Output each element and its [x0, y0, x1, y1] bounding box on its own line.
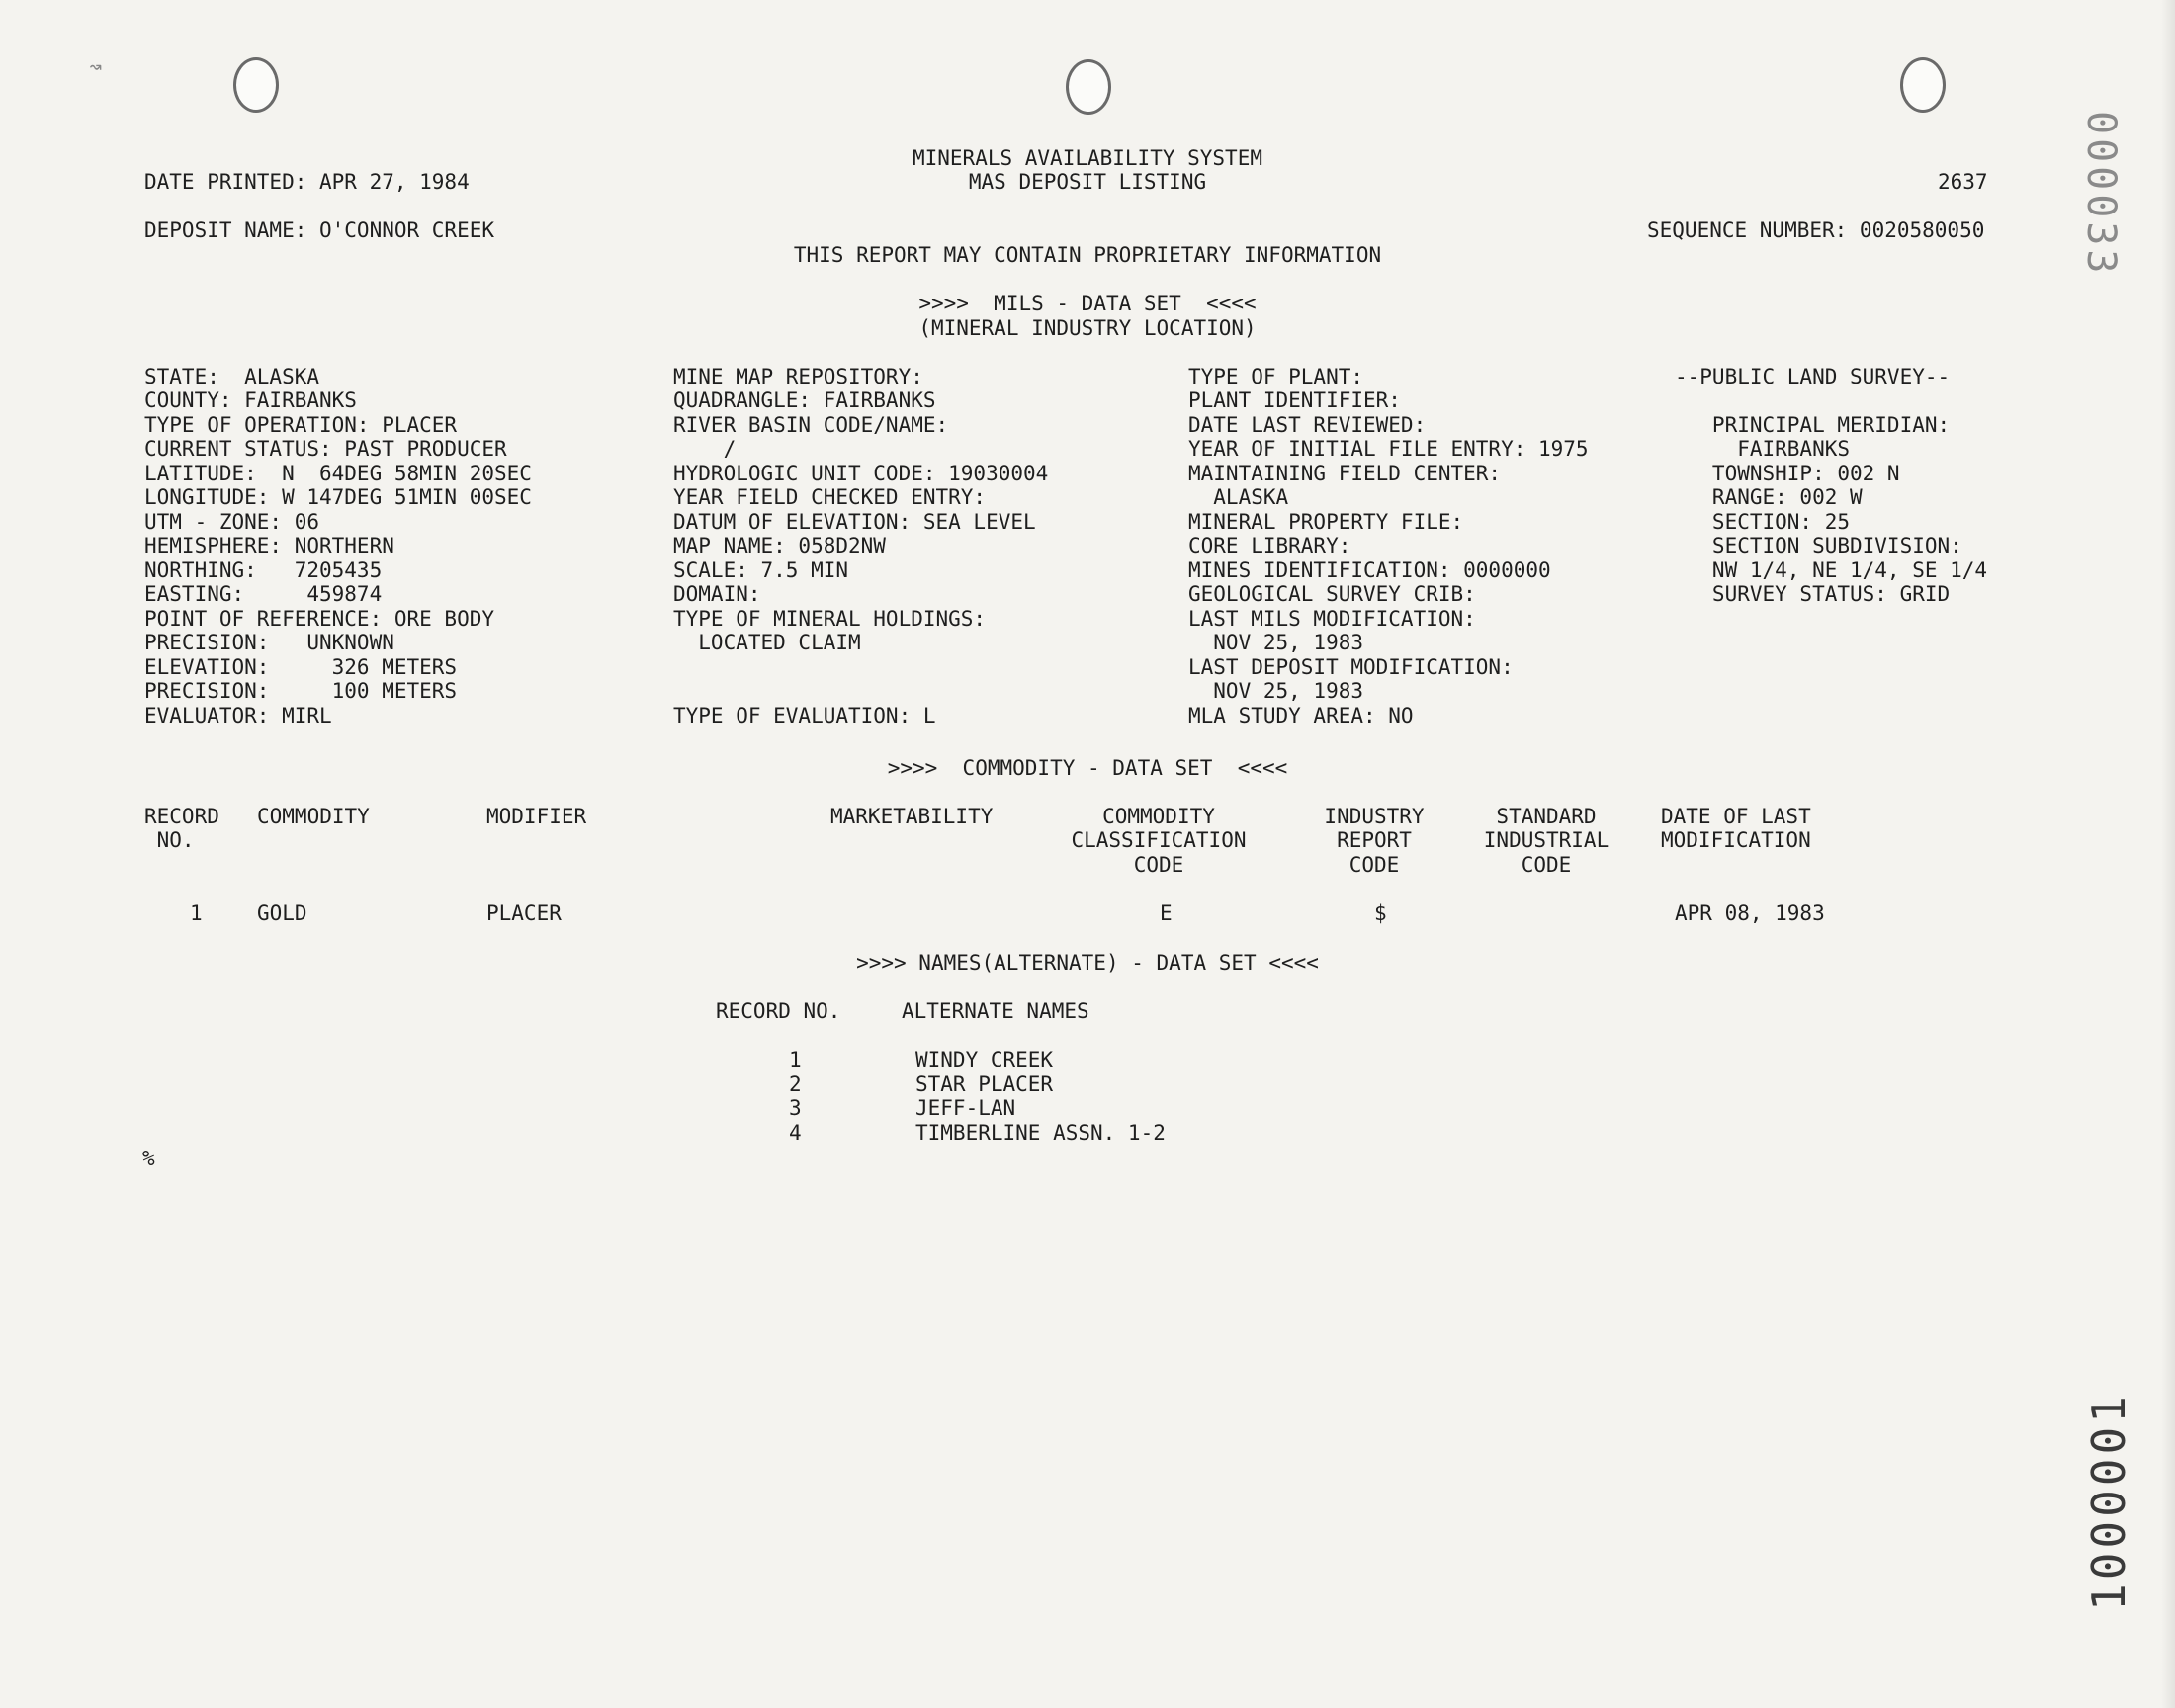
row-industry-code: $	[1374, 901, 1387, 925]
alternate-name: WINDY CREEK	[915, 1048, 1054, 1071]
range-field: RANGE: 002 W	[1675, 485, 1863, 509]
township-field: TOWNSHIP: 002 N	[1675, 462, 1900, 485]
name-record-no: 3	[789, 1096, 802, 1120]
hemisphere-field: HEMISPHERE: NORTHERN	[144, 534, 394, 557]
stamp-number-top: 000033	[2078, 111, 2124, 278]
survey-status-field: SURVEY STATUS: GRID	[1675, 582, 1951, 606]
row-commodity: GOLD	[257, 901, 307, 925]
mine-map-repository-field: MINE MAP REPOSITORY:	[673, 365, 923, 388]
principal-meridian-value: FAIRBANKS	[1675, 437, 1851, 461]
longitude-field: LONGITUDE: W 147DEG 51MIN 00SEC	[144, 485, 532, 509]
punch-hole-right	[1900, 57, 1946, 113]
datum-of-elevation-field: DATUM OF ELEVATION: SEA LEVEL	[673, 510, 1036, 534]
initial-file-entry-field: YEAR OF INITIAL FILE ENTRY: 1975	[1188, 437, 1589, 461]
date-printed: DATE PRINTED: APR 27, 1984	[144, 170, 470, 194]
row-modifier: PLACER	[486, 901, 562, 925]
row-classification-code: E	[1160, 901, 1173, 925]
year-field-checked-field: YEAR FIELD CHECKED ENTRY:	[673, 485, 987, 509]
punch-hole-center	[1066, 59, 1111, 115]
names-col-record-no: RECORD NO.	[716, 999, 841, 1023]
percent-marker: %	[142, 1147, 155, 1170]
col-header-classification: COMMODITY CLASSIFICATION CODE	[1071, 805, 1247, 877]
maintaining-field-center-field: MAINTAINING FIELD CENTER:	[1188, 462, 1502, 485]
last-mils-modification-value: NOV 25, 1983	[1188, 631, 1364, 654]
precision-field: PRECISION: UNKNOWN	[144, 631, 394, 654]
commodity-heading: >>>> COMMODITY - DATA SET <<<<	[887, 756, 1288, 780]
sequence-number: SEQUENCE NUMBER: 0020580050	[1647, 218, 1985, 242]
mineral-holdings-value: LOCATED CLAIM	[673, 631, 861, 654]
col-header-industry-code: INDUSTRY REPORT CODE	[1324, 805, 1425, 877]
corner-mark: ↝	[89, 55, 103, 80]
page-number: 2637	[1938, 170, 1988, 194]
latitude-field: LATITUDE: N 64DEG 58MIN 20SEC	[144, 462, 532, 485]
river-basin-field: RIVER BASIN CODE/NAME:	[673, 413, 949, 437]
principal-meridian-field: PRINCIPAL MERIDIAN:	[1675, 413, 1951, 437]
col-header-modifier: MODIFIER	[486, 805, 587, 828]
mils-heading: >>>> MILS - DATA SET <<<<	[918, 292, 1257, 315]
mla-study-area-field: MLA STUDY AREA: NO	[1188, 704, 1414, 727]
section-subdivision-value: NW 1/4, NE 1/4, SE 1/4	[1675, 558, 1988, 582]
scale-field: SCALE: 7.5 MIN	[673, 558, 849, 582]
section-subdivision-field: SECTION SUBDIVISION:	[1675, 534, 1962, 557]
maintaining-field-center-value: ALASKA	[1188, 485, 1289, 509]
section-field: SECTION: 25	[1675, 510, 1851, 534]
geological-survey-crib-field: GEOLOGICAL SURVEY CRIB:	[1188, 582, 1476, 606]
col-header-commodity: COMMODITY	[257, 805, 370, 828]
alternate-name: JEFF-LAN	[915, 1096, 1016, 1120]
county-field: COUNTY: FAIRBANKS	[144, 388, 357, 412]
utm-zone-field: UTM - ZONE: 06	[144, 510, 320, 534]
name-record-no: 1	[789, 1048, 802, 1071]
names-heading: >>>> NAMES(ALTERNATE) - DATA SET <<<<	[856, 951, 1319, 975]
row-date: APR 08, 1983	[1675, 901, 1825, 925]
easting-field: EASTING: 459874	[144, 582, 383, 606]
current-status-field: CURRENT STATUS: PAST PRODUCER	[144, 437, 507, 461]
last-deposit-modification-field: LAST DEPOSIT MODIFICATION:	[1188, 655, 1514, 679]
northing-field: NORTHING: 7205435	[144, 558, 383, 582]
plant-identifier-field: PLANT IDENTIFIER:	[1188, 388, 1401, 412]
alternate-name: TIMBERLINE ASSN. 1-2	[915, 1121, 1166, 1145]
proprietary-notice: THIS REPORT MAY CONTAIN PROPRIETARY INFORMATION	[793, 243, 1382, 267]
state-field: STATE: ALASKA	[144, 365, 320, 388]
names-col-alternate-names: ALTERNATE NAMES	[902, 999, 1089, 1023]
mineral-holdings-field: TYPE OF MINERAL HOLDINGS:	[673, 607, 987, 631]
map-name-field: MAP NAME: 058D2NW	[673, 534, 886, 557]
type-of-evaluation-field: TYPE OF EVALUATION: L	[673, 704, 936, 727]
listing-title: MAS DEPOSIT LISTING	[968, 170, 1207, 194]
name-record-no: 2	[789, 1072, 802, 1096]
core-library-field: CORE LIBRARY:	[1188, 534, 1351, 557]
point-of-reference-field: POINT OF REFERENCE: ORE BODY	[144, 607, 495, 631]
page-edge-shadow	[2161, 0, 2175, 1708]
domain-field: DOMAIN:	[673, 582, 761, 606]
hydrologic-unit-code-field: HYDROLOGIC UNIT CODE: 19030004	[673, 462, 1049, 485]
evaluator-field: EVALUATOR: MIRL	[144, 704, 332, 727]
deposit-name: DEPOSIT NAME: O'CONNOR CREEK	[144, 218, 495, 242]
mines-identification-field: MINES IDENTIFICATION: 0000000	[1188, 558, 1551, 582]
stamp-number-bottom: 1000001	[2082, 1392, 2135, 1611]
row-record-no: 1	[190, 901, 203, 925]
operation-type-field: TYPE OF OPERATION: PLACER	[144, 413, 458, 437]
last-deposit-modification-value: NOV 25, 1983	[1188, 679, 1364, 703]
mils-subheading: (MINERAL INDUSTRY LOCATION)	[918, 316, 1257, 340]
col-header-record-no: RECORD NO.	[144, 805, 219, 853]
col-header-marketability: MARKETABILITY	[830, 805, 994, 828]
mineral-property-file-field: MINERAL PROPERTY FILE:	[1188, 510, 1464, 534]
type-of-plant-field: TYPE OF PLANT:	[1188, 365, 1364, 388]
quadrangle-field: QUADRANGLE: FAIRBANKS	[673, 388, 936, 412]
system-title: MINERALS AVAILABILITY SYSTEM	[912, 146, 1262, 170]
alternate-name: STAR PLACER	[915, 1072, 1054, 1096]
elevation-field: ELEVATION: 326 METERS	[144, 655, 458, 679]
last-mils-modification-field: LAST MILS MODIFICATION:	[1188, 607, 1476, 631]
public-land-survey-heading: --PUBLIC LAND SURVEY--	[1675, 365, 1951, 388]
date-last-reviewed-field: DATE LAST REVIEWED:	[1188, 413, 1427, 437]
punch-hole-left	[233, 57, 279, 113]
name-record-no: 4	[789, 1121, 802, 1145]
river-basin-value: /	[673, 437, 737, 461]
col-header-date-modified: DATE OF LAST MODIFICATION	[1661, 805, 1811, 853]
elevation-precision-field: PRECISION: 100 METERS	[144, 679, 458, 703]
col-header-standard-code: STANDARD INDUSTRIAL CODE	[1483, 805, 1610, 877]
